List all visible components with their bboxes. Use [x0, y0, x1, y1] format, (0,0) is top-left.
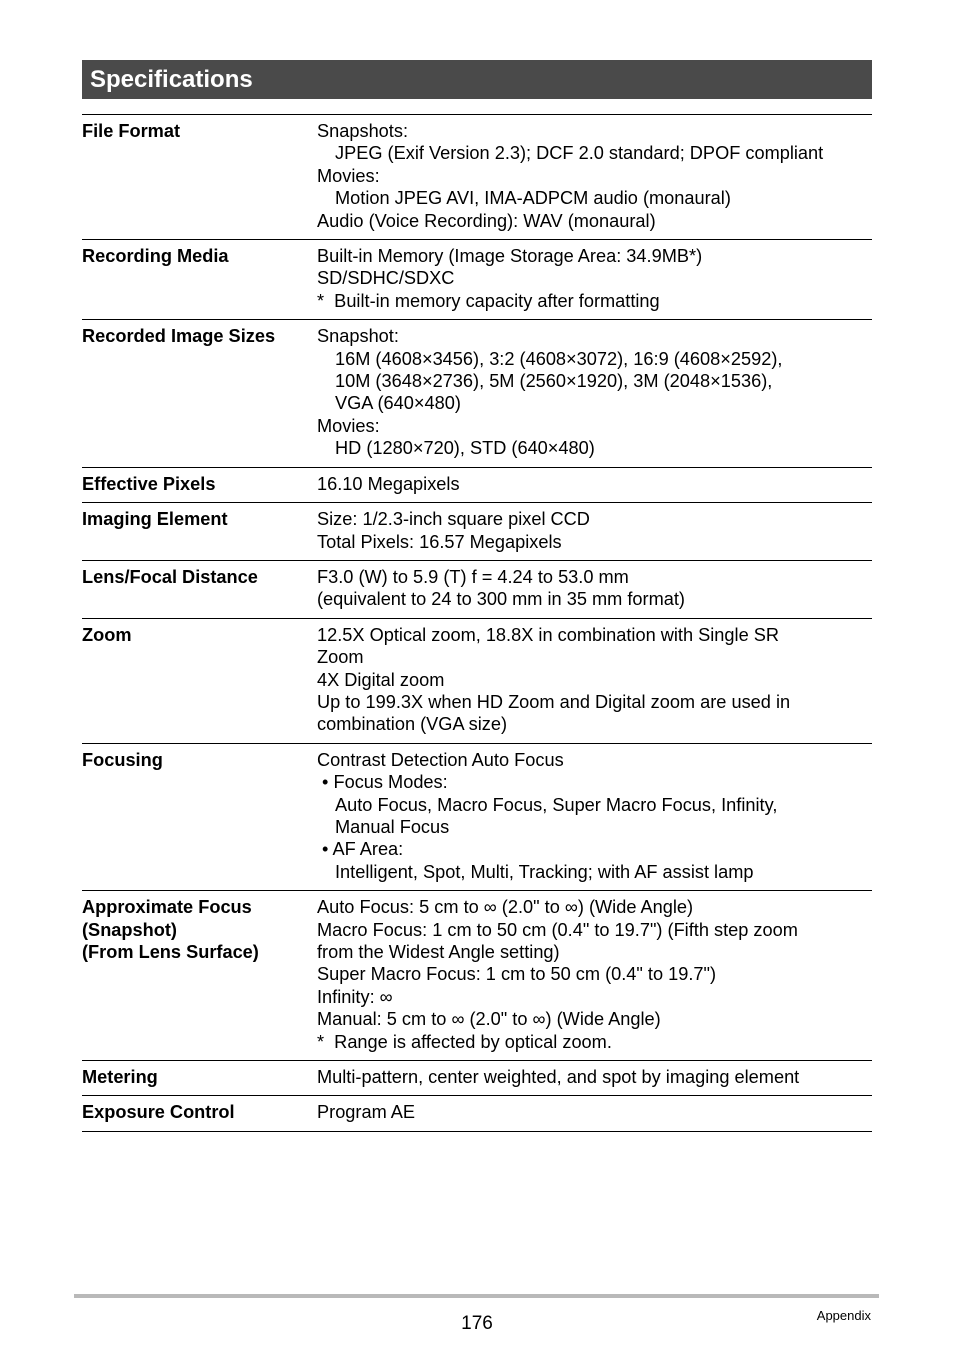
spec-value-line: from the Widest Angle setting) [317, 942, 560, 962]
spec-label [82, 566, 317, 611]
spec-label-line: Effective Pixels [82, 473, 216, 494]
spec-label [82, 1101, 317, 1123]
footer-divider [74, 1294, 879, 1298]
spec-label-line: Recorded Image Sizes [82, 326, 276, 347]
spec-label [82, 749, 317, 883]
spec-value-line: 12.5X Optical zoom, 18.8X in combination with Single SR [317, 624, 780, 645]
spec-value-line: 4X Digital zoom [317, 669, 445, 690]
spec-label-line: Approximate Focus [82, 897, 252, 918]
spec-value-line: Contrast Detection Auto Focus [317, 749, 564, 770]
spec-value [317, 325, 872, 459]
spec-label [82, 1066, 317, 1088]
spec-row [82, 1096, 872, 1131]
spec-value-line: Total Pixels: 16.57 Megapixels [317, 531, 562, 552]
spec-value-line: SD/SDHC/SDXC [317, 268, 455, 289]
spec-row [82, 240, 872, 320]
spec-row [82, 619, 872, 744]
spec-value-line: Auto Focus, Macro Focus, Super Macro Focus, Infinity, [335, 794, 778, 815]
spec-label [82, 120, 317, 232]
spec-row [82, 744, 872, 891]
spec-label [82, 473, 317, 495]
section-title-bar [82, 60, 872, 99]
spec-label-line: (Snapshot) [82, 919, 177, 940]
spec-value-line: * Range is affected by optical zoom. [317, 1031, 612, 1052]
spec-value-line: Multi-pattern, center weighted, and spot by imaging element [317, 1067, 800, 1088]
spec-row [82, 1061, 872, 1096]
spec-value-line: HD (1280×720), STD (640×480) [335, 438, 595, 459]
spec-value-line: (equivalent to 24 to 300 mm in 35 mm format) [317, 589, 685, 610]
spec-value-line: Zoom [317, 647, 364, 668]
spec-value-line: JPEG (Exif Version 2.3); DCF 2.0 standard; DPOF compliant [335, 143, 824, 164]
spec-value [317, 896, 872, 1053]
spec-label-line: Lens/Focal Distance [82, 566, 258, 587]
spec-value-line: Size: 1/2.3-inch square pixel CCD [317, 509, 590, 530]
page-title: Specifications [90, 66, 253, 93]
spec-value-line: 10M (3648×2736), 5M (2560×1920), 3M (2048×1536), [335, 371, 773, 392]
spec-value-line: • Focus Modes: [317, 772, 448, 793]
spec-value-line: Super Macro Focus: 1 cm to 50 cm (0.4" to 19.7") [317, 964, 717, 985]
spec-value [317, 120, 872, 232]
spec-label [82, 896, 317, 1053]
spec-row [82, 115, 872, 240]
spec-value [317, 1101, 872, 1123]
spec-value [317, 473, 872, 495]
spec-value-line: Manual: 5 cm to ∞ (2.0" to ∞) (Wide Angle) [317, 1009, 661, 1030]
spec-label-line: (From Lens Surface) [82, 942, 259, 962]
specifications-table [82, 114, 872, 1132]
spec-value-line: Audio (Voice Recording): WAV (monaural) [317, 210, 656, 231]
spec-value-line: 16.10 Megapixels [317, 473, 460, 494]
spec-value [317, 624, 872, 736]
spec-value-line: Built-in Memory (Image Storage Area: 34.9MB*) [317, 246, 703, 267]
spec-value-line: Intelligent, Spot, Multi, Tracking; with AF assist lamp [335, 861, 754, 882]
spec-label [82, 624, 317, 736]
spec-value-line: Movies: [317, 165, 380, 186]
spec-label [82, 508, 317, 553]
spec-value-line: combination (VGA size) [317, 714, 508, 735]
spec-value-line: VGA (640×480) [335, 393, 461, 414]
spec-value-line: Motion JPEG AVI, IMA-ADPCM audio (monaural) [335, 188, 731, 209]
spec-row [82, 320, 872, 467]
spec-label-line: Metering [82, 1067, 158, 1088]
spec-row [82, 503, 872, 561]
spec-value-line: Auto Focus: 5 cm to ∞ (2.0" to ∞) (Wide Angle) [317, 897, 694, 918]
page-number: 176 [461, 1313, 493, 1334]
spec-value-line: 16M (4608×3456), 3:2 (4608×3072), 16:9 (4608×2592), [335, 348, 783, 369]
spec-label-line: Focusing [82, 749, 163, 770]
spec-row [82, 891, 872, 1061]
spec-label-line: Imaging Element [82, 509, 228, 530]
spec-value-line: • AF Area: [317, 839, 404, 860]
spec-value-line: Movies: [317, 415, 380, 436]
spec-value [317, 508, 872, 553]
spec-value-line: Program AE [317, 1102, 416, 1123]
spec-value [317, 749, 872, 883]
spec-row [82, 468, 872, 503]
spec-value-line: F3.0 (W) to 5.9 (T) f = 4.24 to 53.0 mm [317, 566, 629, 587]
spec-label-line: Exposure Control [82, 1102, 235, 1123]
spec-label-line: Recording Media [82, 246, 229, 267]
spec-value-line: Infinity: ∞ [317, 986, 393, 1007]
spec-value [317, 1066, 872, 1088]
spec-label [82, 325, 317, 459]
spec-value-line: Manual Focus [335, 816, 450, 837]
spec-value [317, 566, 872, 611]
spec-value-line: Macro Focus: 1 cm to 50 cm (0.4" to 19.7") (Fifth step zoom [317, 919, 798, 940]
spec-label [82, 245, 317, 312]
spec-value-line: * Built-in memory capacity after formatting [317, 290, 660, 311]
spec-label-line: Zoom [82, 624, 132, 645]
spec-value-line: Snapshot: [317, 326, 399, 347]
spec-label-line: File Format [82, 121, 181, 141]
spec-value [317, 245, 872, 312]
section-label: Appendix [816, 1308, 871, 1323]
spec-value-line: Snapshots: [317, 121, 408, 141]
spec-row [82, 561, 872, 619]
spec-value-line: Up to 199.3X when HD Zoom and Digital zoom are used in [317, 691, 791, 712]
